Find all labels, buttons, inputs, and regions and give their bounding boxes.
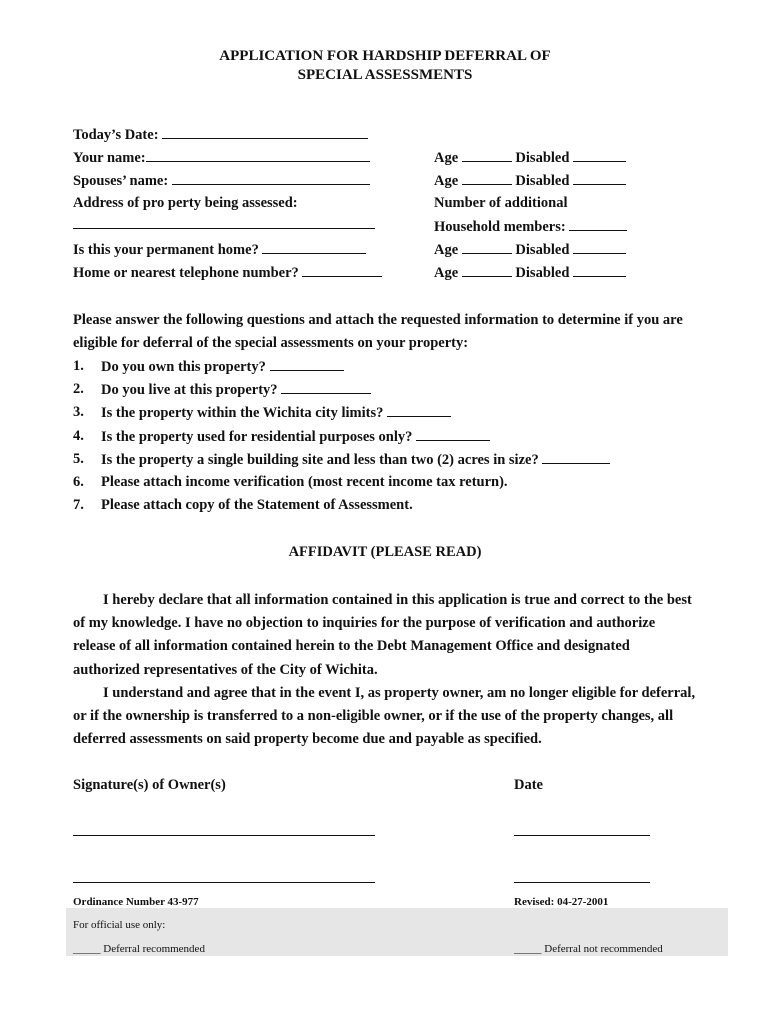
affidavit-paragraph-1-cont [73, 612, 723, 682]
age-label: Age [434, 265, 459, 281]
deferral-recommended[interactable]: _____ Deferral recommended [73, 943, 205, 955]
question-1-answer[interactable] [270, 357, 344, 371]
age-field-4[interactable] [462, 263, 512, 277]
date-line-2[interactable] [514, 882, 650, 883]
age-disabled-row-4 [434, 263, 626, 282]
question-text: Do you own this property? [101, 359, 266, 375]
address-label: Address of pro perty being assessed: [73, 195, 298, 211]
question-number: 3. [73, 404, 84, 420]
disabled-field-3[interactable] [573, 240, 626, 254]
signature-owner-label: Signature(s) of Owner(s) [73, 777, 226, 793]
question-1 [101, 357, 344, 376]
form-title-line2: SPECIAL ASSESSMENTS [297, 67, 473, 83]
disabled-label: Disabled [515, 150, 570, 166]
signature-date-label: Date [514, 777, 543, 793]
disabled-field-2[interactable] [573, 171, 626, 185]
telephone-field[interactable] [302, 263, 382, 277]
address-field[interactable] [73, 228, 375, 229]
number-additional-label: Number of additional [434, 195, 568, 211]
disabled-field-4[interactable] [573, 263, 626, 277]
household-members-field[interactable] [569, 217, 627, 231]
permanent-home-label: Is this your permanent home? [73, 242, 259, 258]
disabled-field-1[interactable] [573, 148, 626, 162]
age-disabled-row-3 [434, 240, 626, 259]
your-name-row [73, 148, 370, 167]
your-name-label: Your name: [73, 150, 146, 166]
affidavit-p1-line: authorized representatives of the City of Wichita. [73, 661, 378, 678]
affidavit-p1-line: release of all information contained herein to the Debt Management Office and designated [73, 638, 630, 655]
spouses-name-row [73, 171, 370, 190]
question-2 [101, 380, 371, 399]
official-use-label: For official use only: [73, 919, 166, 931]
question-number: 5. [73, 451, 84, 467]
date-line-1[interactable] [514, 835, 650, 836]
age-label: Age [434, 150, 459, 166]
affidavit-paragraph-1 [73, 589, 723, 612]
question-number: 2. [73, 381, 84, 397]
disabled-label: Disabled [515, 265, 570, 281]
question-3-answer[interactable] [387, 403, 451, 417]
question-text: Is the property used for residential purposes only? [101, 429, 413, 445]
question-number: 4. [73, 428, 84, 444]
affidavit-paragraph-2-cont [73, 705, 723, 752]
question-4 [101, 427, 490, 446]
permanent-home-row [73, 240, 366, 259]
affidavit-heading: AFFIDAVIT (PLEASE READ) [288, 544, 482, 560]
age-field-2[interactable] [462, 171, 512, 185]
deferral-not-recommended[interactable]: _____ Deferral not recommended [514, 943, 663, 955]
revised-date: Revised: 04-27-2001 [514, 896, 609, 908]
question-3 [101, 403, 451, 422]
permanent-home-field[interactable] [262, 240, 366, 254]
your-name-field[interactable] [146, 148, 370, 162]
affidavit-p1-line: of my knowledge. I have no objection to inquiries for the purpose of verification and authorize [73, 615, 656, 631]
todays-date-label: Today’s Date: [73, 127, 159, 143]
disabled-label: Disabled [515, 173, 570, 189]
questions-intro-line2: eligible for deferral of the special assessments on your property: [73, 335, 469, 351]
affidavit-p2-line: deferred assessments on said property become due and payable as specified. [73, 731, 542, 748]
household-members-row [434, 217, 627, 236]
question-number: 7. [73, 497, 84, 513]
affidavit-p2-line: or if the ownership is transferred to a non-eligible owner, or if the use of the property changes, all [73, 708, 674, 724]
affidavit-p2-line: I understand and agree that in the event I, as property owner, am no longer eligible for deferral, [103, 685, 696, 701]
form-title-line1: APPLICATION FOR HARDSHIP DEFERRAL OF [219, 48, 551, 64]
spouses-name-field[interactable] [172, 171, 370, 185]
household-members-label: Household members: [434, 219, 566, 235]
affidavit-paragraph-2 [73, 682, 723, 705]
question-number: 6. [73, 474, 84, 490]
questions-intro-line1: Please answer the following questions and attach the requested information to determine if you are [73, 312, 683, 328]
todays-date-field[interactable] [162, 125, 368, 139]
disabled-label: Disabled [515, 242, 570, 258]
affidavit-p1-line: I hereby declare that all information contained in this application is true and correct to the best [103, 592, 692, 608]
spouses-name-label: Spouses’ name: [73, 173, 169, 189]
telephone-label: Home or nearest telephone number? [73, 265, 299, 281]
age-disabled-row-2 [434, 171, 626, 190]
owner-signature-line-2[interactable] [73, 882, 375, 883]
todays-date-row [73, 125, 368, 144]
question-6: Please attach income verification (most recent income tax return). [101, 474, 508, 490]
question-7: Please attach copy of the Statement of Assessment. [101, 497, 413, 513]
question-text: Is the property a single building site and less than two (2) acres in size? [101, 452, 539, 468]
question-number: 1. [73, 358, 84, 374]
age-label: Age [434, 242, 459, 258]
age-field-1[interactable] [462, 148, 512, 162]
age-field-3[interactable] [462, 240, 512, 254]
question-5-answer[interactable] [542, 450, 610, 464]
question-text: Is the property within the Wichita city limits? [101, 405, 384, 421]
age-label: Age [434, 173, 459, 189]
question-2-answer[interactable] [281, 380, 371, 394]
question-text: Do you live at this property? [101, 382, 278, 398]
telephone-row [73, 263, 382, 282]
question-4-answer[interactable] [416, 427, 490, 441]
ordinance-number: Ordinance Number 43-977 [73, 896, 199, 908]
question-5 [101, 450, 610, 469]
age-disabled-row-1 [434, 148, 626, 167]
owner-signature-line-1[interactable] [73, 835, 375, 836]
